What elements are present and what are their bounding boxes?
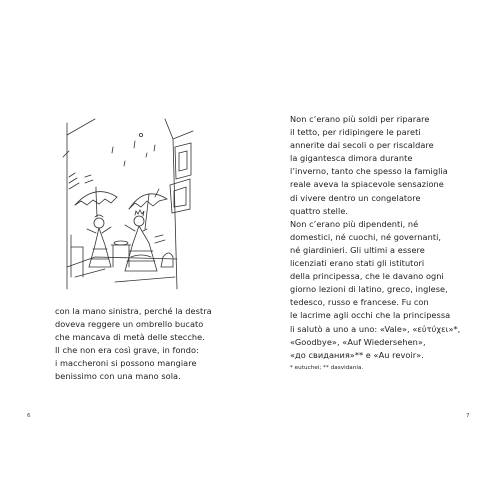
text-line: con la mano sinistra, perché la destra xyxy=(55,306,212,316)
text-line: licenziati erano stati gli istitutori xyxy=(290,258,425,269)
text-line: Non c’erano più soldi per riparare xyxy=(290,114,430,124)
right-page-text xyxy=(290,113,490,373)
text-line: le lacrime agli occhi che la principessa xyxy=(290,310,451,321)
text-line: l’inverno, tanto che spesso la famiglia xyxy=(290,166,448,177)
text-line: Il che non era così grave, in fondo: xyxy=(55,345,199,356)
text-line: della principessa, che le davano ogni xyxy=(290,271,444,282)
text-line: doveva reggere un ombrello bucato xyxy=(55,319,204,330)
text-line: di vivere dentro un congelatore xyxy=(290,192,421,203)
text-line: tedesco, russo e francese. Fu con xyxy=(290,297,429,308)
text-line: li salutò a uno a uno: «Vale», «εὐτύχει»*, xyxy=(290,323,461,334)
text-line: quattro stelle. xyxy=(290,205,349,216)
text-line: «до свидания»** e «Au revoir». xyxy=(290,349,424,360)
text-line: reale aveva la spiacevole sensazione xyxy=(290,179,444,190)
text-line: né giardinieri. Gli ultimi a essere xyxy=(290,244,425,255)
text-line: benissimo con una mano sola. xyxy=(55,371,181,382)
text-line: il tetto, per ridipingere le pareti xyxy=(290,127,421,138)
left-page-text xyxy=(55,305,240,384)
text-line: che mancava di metà delle stecche. xyxy=(55,332,205,343)
text-line: domestici, né cuochi, né governanti, xyxy=(290,231,442,242)
page-number-right: 7 xyxy=(466,413,470,419)
text-line: i maccheroni si possono mangiare xyxy=(55,358,197,369)
text-line: Non c’erano più dipendenti, né xyxy=(290,218,419,229)
illustration xyxy=(55,117,195,292)
text-line: giorno lezioni di latino, greco, inglese, xyxy=(290,284,448,295)
ink-sketch-illustration-icon xyxy=(55,117,195,292)
page-number-left: 6 xyxy=(27,413,31,419)
text-line: «Goodbye», «Auf Wiedersehen», xyxy=(290,336,426,347)
footnote: * eutuchei; ** dasvidania. xyxy=(290,364,364,371)
text-line: annerite dai secoli o per riscaldare xyxy=(290,140,434,151)
right-page xyxy=(250,0,500,500)
text-line: la gigantesca dimora durante xyxy=(290,153,413,164)
